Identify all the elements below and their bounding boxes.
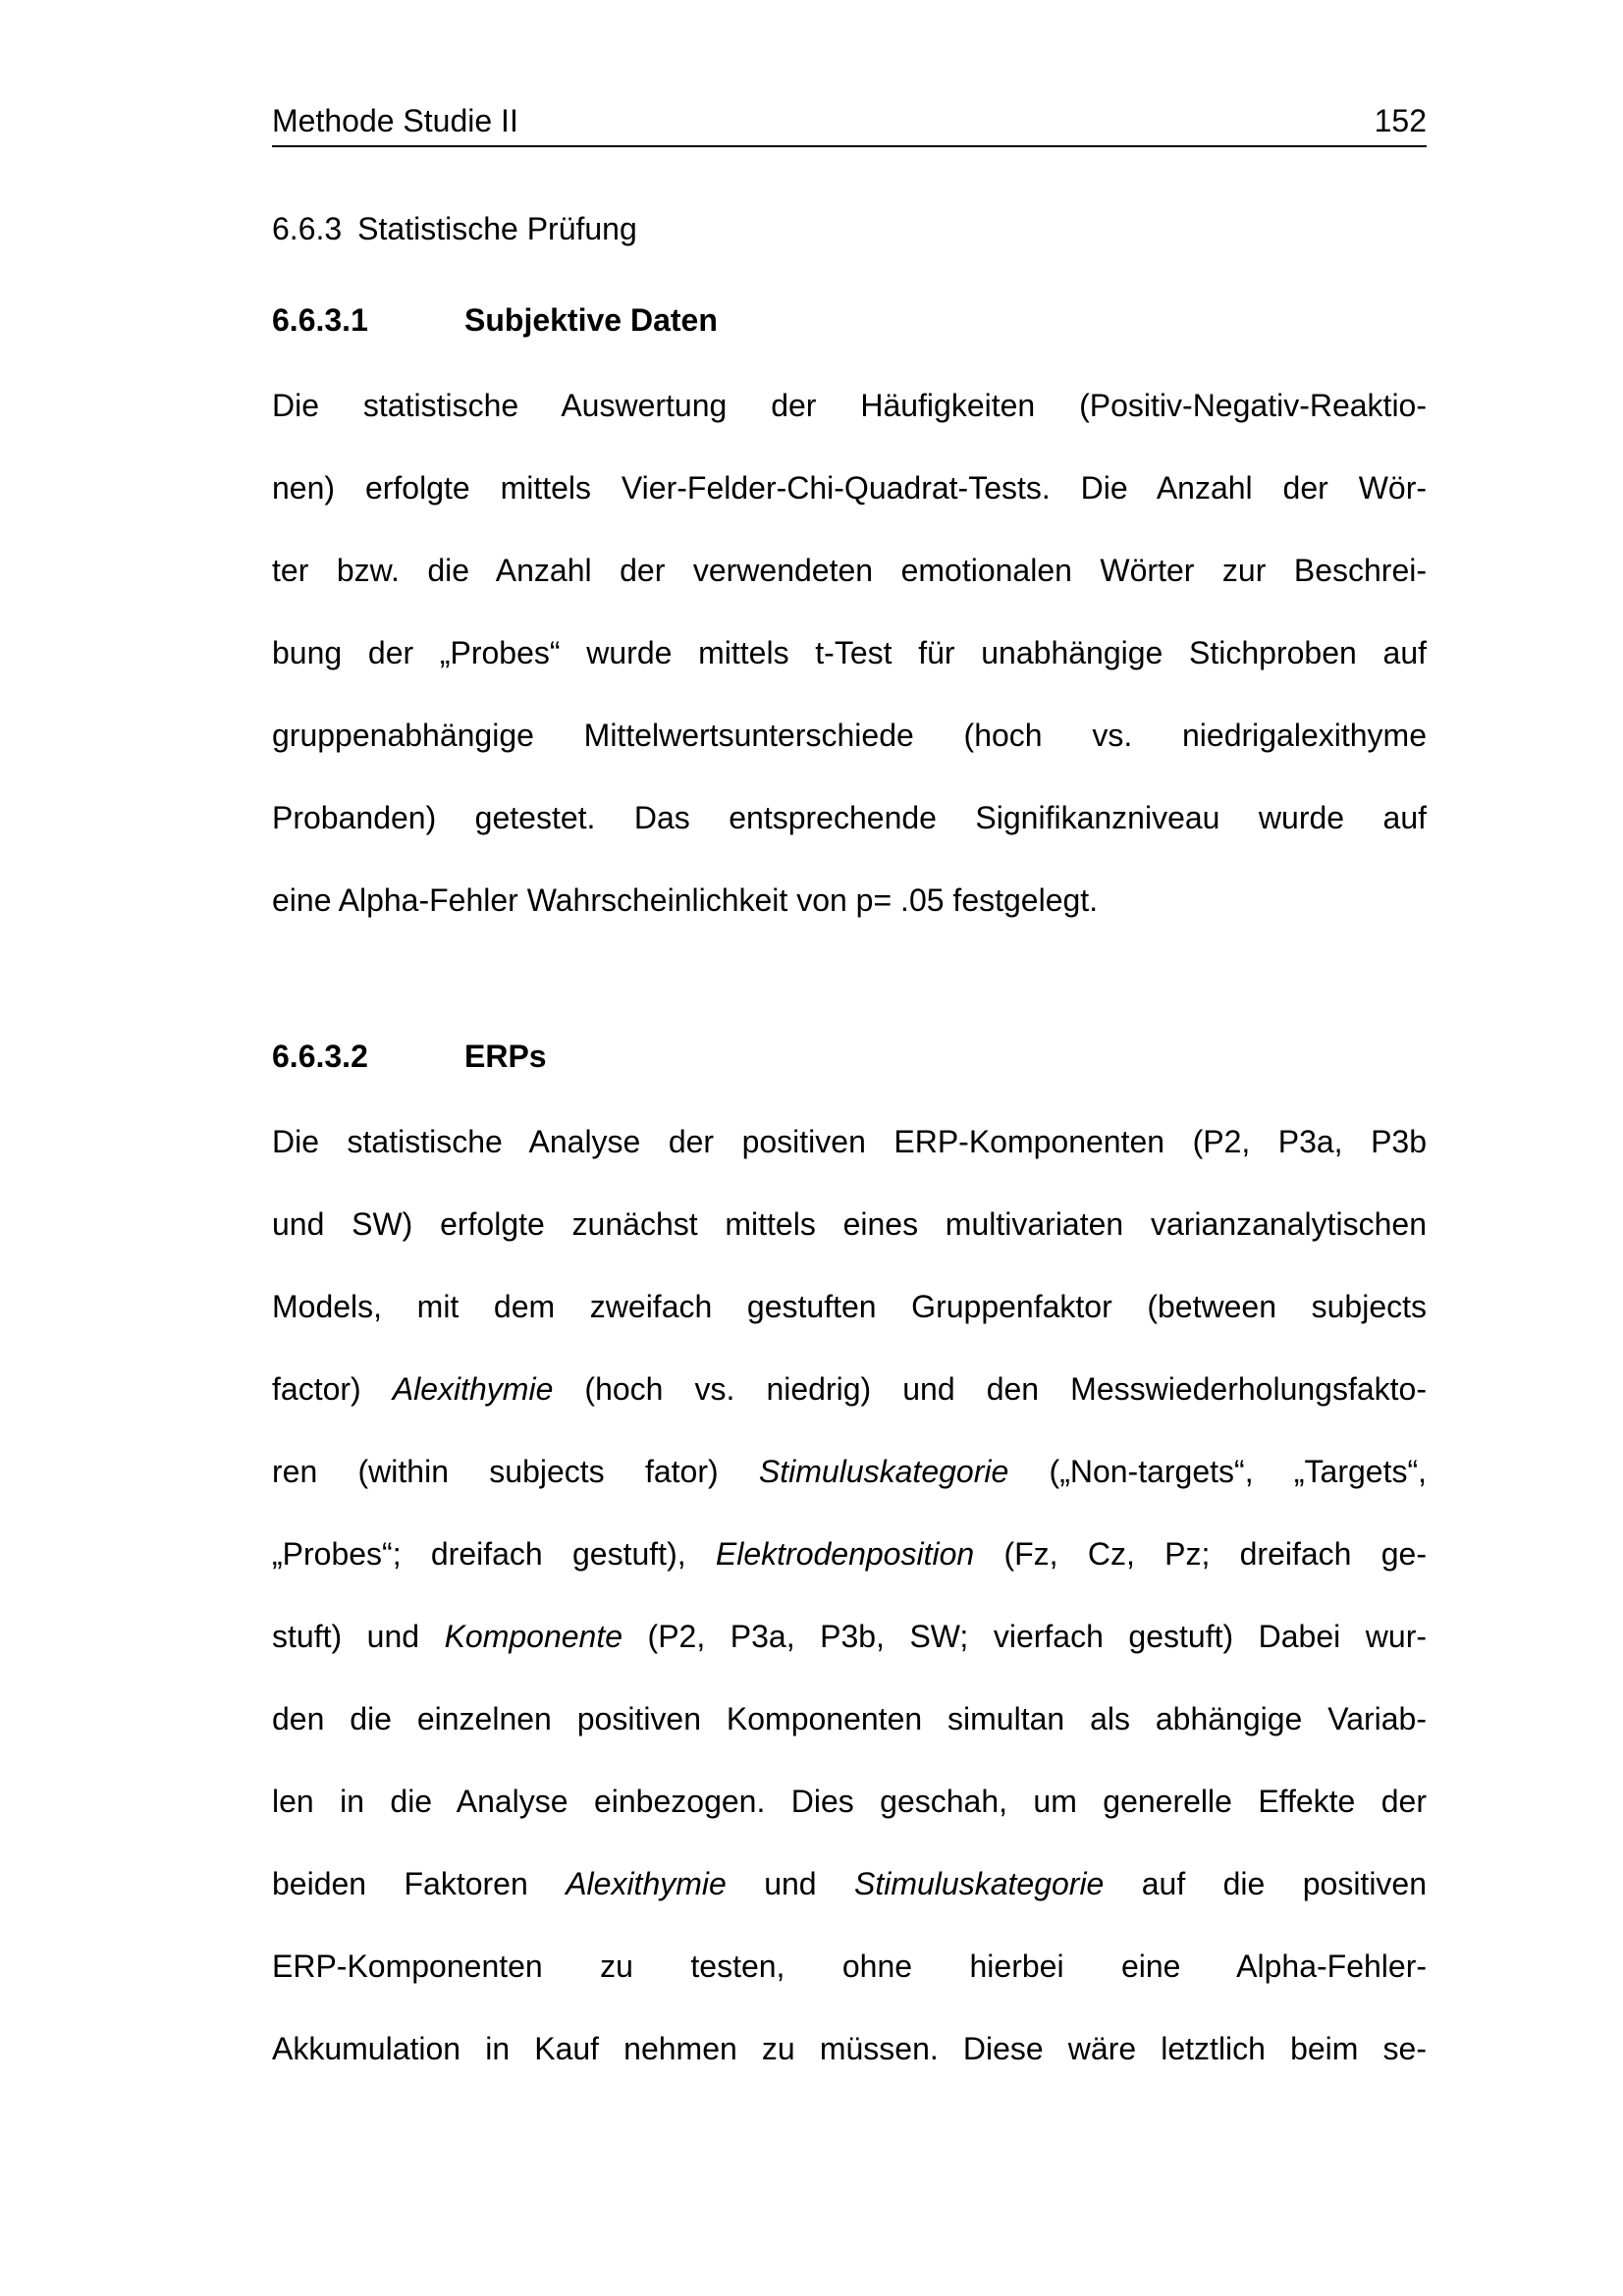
body-text: bung der „Probes“ wurde mittels t-Test für unabhängige Stichproben auf — [272, 635, 1427, 670]
body-text: nen) erfolgte mittels Vier-Felder-Chi-Quadrat-Tests. Die Anzahl der Wör- — [272, 470, 1427, 506]
body-text: (P2, P3a, P3b, SW; vierfach gestuft) Dabei wur- — [622, 1619, 1428, 1654]
body-text: und SW) erfolgte zunächst mittels eines multivariaten varianzanalytischen — [272, 1206, 1427, 1242]
text-line — [272, 2007, 1427, 2090]
text-line — [272, 1678, 1427, 1760]
body-text: stuft) und — [272, 1619, 445, 1654]
body-text: factor) — [272, 1371, 393, 1407]
text-line — [272, 694, 1427, 776]
text-line — [272, 1265, 1427, 1348]
body-text: Die statistische Auswertung der Häufigkeiten (Positiv-Negativ-Reaktio- — [272, 388, 1427, 423]
heading-title: Statistische Prüfung — [357, 211, 637, 246]
text-line — [272, 1842, 1427, 1925]
text-line — [272, 447, 1427, 529]
page-header — [272, 102, 1427, 147]
body-text: Die statistische Analyse der positiven ERP-Komponenten (P2, P3a, P3b — [272, 1124, 1427, 1159]
body-text: len in die Analyse einbezogen. Dies geschah, um generelle Effekte der — [272, 1784, 1427, 1819]
emphasized-text: Alexithymie — [566, 1866, 727, 1901]
section-heading-6.6.3 — [272, 210, 1427, 247]
body-text: ren (within subjects fator) — [272, 1454, 759, 1489]
running-title: Methode Studie II — [272, 103, 518, 138]
heading-number: 6.6.3.1 — [272, 302, 368, 338]
text-line — [272, 776, 1427, 859]
text-line — [272, 364, 1427, 447]
text-column — [272, 102, 1427, 2090]
text-line — [272, 1430, 1427, 1513]
body-text: („Non-targets“, „Targets“, — [1008, 1454, 1428, 1489]
paragraph — [272, 1100, 1427, 2090]
text-line — [272, 1925, 1427, 2007]
emphasized-text: Komponente — [444, 1619, 623, 1654]
text-line — [272, 1513, 1427, 1595]
body-text: beiden Faktoren — [272, 1866, 567, 1901]
body-text: (hoch vs. niedrig) und den Messwiederholungsfakto- — [553, 1371, 1428, 1407]
text-line — [272, 612, 1427, 694]
body-text: auf die positiven — [1104, 1866, 1428, 1901]
text-line — [272, 1100, 1427, 1183]
body-text: gruppenabhängige Mittelwertsunterschiede (hoch vs. niedrigalexithyme — [272, 718, 1427, 753]
page-number: 152 — [1374, 103, 1427, 138]
section-heading-6.6.3.1 — [272, 301, 1427, 339]
body-text: Probanden) getestet. Das entsprechende Signifikanzniveau wurde auf — [272, 800, 1427, 835]
heading-number: 6.6.3 — [272, 211, 343, 246]
text-line — [272, 1348, 1427, 1430]
heading-title: Subjektive Daten — [464, 302, 718, 338]
body-text: eine Alpha-Fehler Wahrscheinlichkeit von p= .05 festgelegt. — [272, 882, 1099, 918]
paragraph — [272, 364, 1427, 941]
body-text: Models, mit dem zweifach gestuften Gruppenfaktor (between subjects — [272, 1289, 1427, 1324]
body-text: den die einzelnen positiven Komponenten simultan als abhängige Variab- — [272, 1701, 1427, 1736]
heading-number: 6.6.3.2 — [272, 1039, 368, 1074]
body-text: „Probes“; dreifach gestuft), — [272, 1536, 716, 1572]
text-line — [272, 859, 1427, 941]
text-line — [272, 529, 1427, 612]
body-text: (Fz, Cz, Pz; dreifach ge- — [974, 1536, 1427, 1572]
emphasized-text: Stimuluskategorie — [854, 1866, 1105, 1901]
body-text: und — [726, 1866, 854, 1901]
document-body — [272, 210, 1427, 2090]
body-text: ter bzw. die Anzahl der verwendeten emotionalen Wörter zur Beschrei- — [272, 553, 1427, 588]
section-heading-6.6.3.2 — [272, 1038, 1427, 1075]
emphasized-text: Stimuluskategorie — [758, 1454, 1009, 1489]
heading-title: ERPs — [464, 1039, 547, 1074]
text-line — [272, 1183, 1427, 1265]
emphasized-text: Alexithymie — [392, 1371, 554, 1407]
body-text: Akkumulation in Kauf nehmen zu müssen. Diese wäre letztlich beim se- — [272, 2031, 1427, 2066]
text-line — [272, 1760, 1427, 1842]
emphasized-text: Elektrodenposition — [715, 1536, 975, 1572]
body-text: ERP-Komponenten zu testen, ohne hierbei eine Alpha-Fehler- — [272, 1949, 1427, 1984]
text-line — [272, 1595, 1427, 1678]
